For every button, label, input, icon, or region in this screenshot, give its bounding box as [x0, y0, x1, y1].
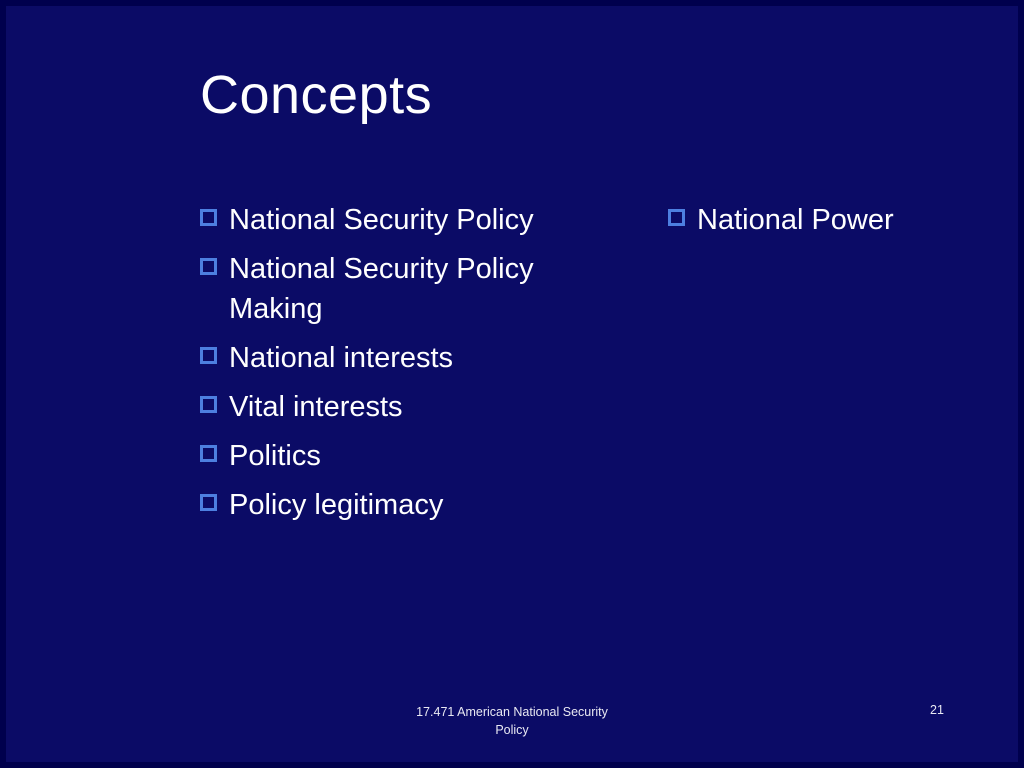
- list-item-label: National interests: [229, 342, 454, 375]
- slide-title: Concepts: [200, 65, 433, 125]
- slide-border-left: [0, 0, 6, 768]
- left-column: [200, 200, 560, 534]
- footer-line-1: 17.471 American National Security: [416, 705, 608, 719]
- slide-border-top: [0, 0, 1024, 6]
- slide-border-bottom: [0, 762, 1024, 768]
- list-item-label: Vital interests: [229, 391, 403, 424]
- slide-footer: [0, 703, 1024, 739]
- right-column: [668, 200, 998, 249]
- list-item-label: Politics: [229, 440, 321, 473]
- list-item-label: National Security Policy: [229, 204, 534, 236]
- list-item: [668, 200, 998, 240]
- square-bullet-icon: [200, 445, 217, 462]
- list-item-label: National Security Policy Making: [229, 253, 534, 326]
- list-item-label: National Power: [697, 204, 894, 236]
- list-item: [200, 485, 560, 525]
- square-bullet-icon: [200, 258, 217, 275]
- square-bullet-icon: [200, 347, 217, 364]
- square-bullet-icon: [668, 209, 685, 226]
- footer-line-2: Policy: [495, 723, 529, 738]
- list-item: [200, 436, 560, 476]
- list-item: [200, 200, 560, 240]
- list-item: [200, 387, 560, 427]
- list-item-label: Policy legitimacy: [229, 489, 444, 522]
- list-item: [200, 338, 560, 378]
- square-bullet-icon: [200, 209, 217, 226]
- page-number: 21: [930, 703, 944, 717]
- square-bullet-icon: [200, 396, 217, 413]
- slide-border-right: [1018, 0, 1024, 768]
- square-bullet-icon: [200, 494, 217, 511]
- list-item: [200, 249, 560, 329]
